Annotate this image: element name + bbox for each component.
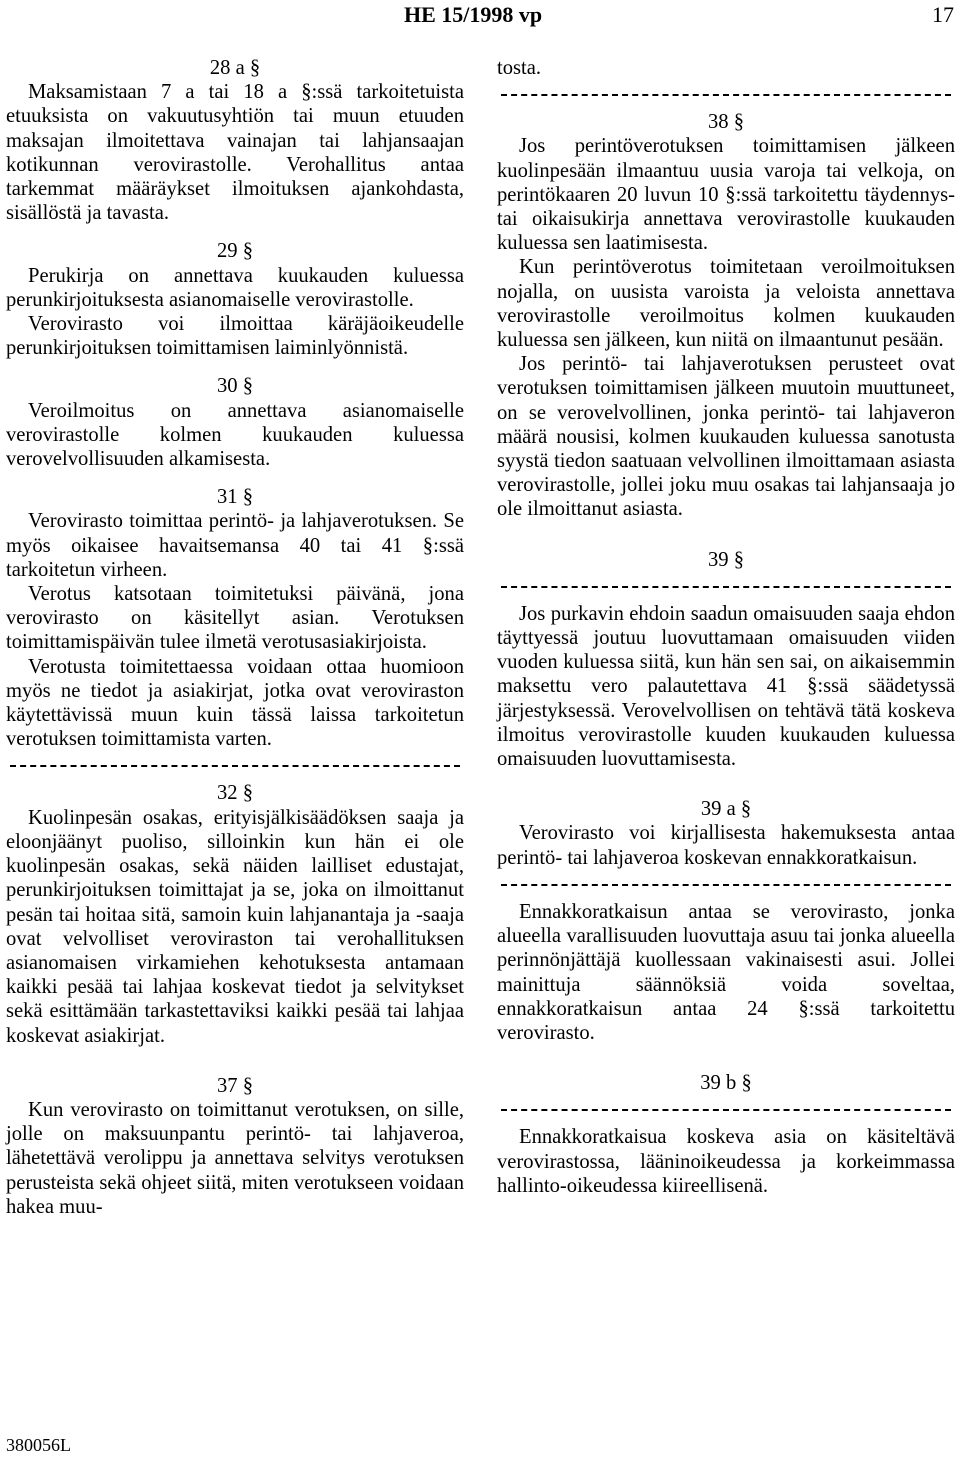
paragraph: Ennakkoratkaisun antaa se verovirasto, jonka alueella varallisuuden luovuttaja asuu tai jonka alueella perinnönjättäjä kuollessaan vakinaisesti asui. Jollei mainittuja säännöksiä voida soveltaa, ennakkoratkaisun antaa 24 §:ssä tarkoitettu verovirasto. [497,900,955,1044]
paragraph: Jos purkavin ehdoin saadun omaisuuden saaja ehdon täyttyessä joutuu luovuttamaan omaisuuden viiden vuoden kuluessa siitä, kun hän sen sai, on aikaisemmin maksettu vero palautettava 41 §:ssä säädetyssä järjestyksessä. Verovelvollisen on tehtävä tätä koskeva ilmoitus verovirastolle kuuden kuukauden kuluessa omaisuuden luovuttamisesta. [497,602,955,771]
section-heading-39b: 39 b § [700,1072,752,1095]
paragraph: Kun verovirasto on toimittanut verotuksen, on sille, jolle on maksuunpantu perintö- tai lahjaveroa, lähetettävä verolippu ja annettava selvitys verotuksen perusteista sekä ohjeet siitä, miten verotukseen voidaan hakea muu- [6,1098,464,1218]
section-heading-31: 31 § [216,486,254,509]
omission-divider [10,765,460,767]
omission-divider [501,1109,951,1111]
section-heading-39: 39 § [707,548,745,571]
paragraph: Jos perintöverotuksen toimittamisen jälkeen kuolinpesään ilmaantuu uusia varoja tai velkoja, on perintökaaren 20 luvun 10 §:ssä tarkoitettu täydennys- tai oikaisukirja annettava verovirastolle kuukauden kuluessa sen laatimisesta. [497,135,955,255]
document-title: HE 15/1998 vp [404,2,543,27]
left-column [6,56,464,1219]
omission-divider [501,586,951,588]
paragraph: Verovirasto voi kirjallisesta hakemuksesta antaa perintö- tai lahjaveroa koskevan ennakkoratkaisun. [497,822,955,869]
paragraph: Jos perintö- tai lahjaverotuksen perusteet ovat verotuksen toimittamisen jälkeen muutoin muuttuneet, on se verovelvollinen, jonka perintö- tai lahjaveron määrä nousisi, kolmen kuukauden kuluessa sanotusta syystä tiedon saatuaan velvollinen ilmoittamaan asiasta verovirastolle, jollei joku muu osakas tai lahjansaaja jo ole ilmoittanut asiasta. [497,353,955,521]
page-header [0,0,960,30]
paragraph: Verovirasto toimittaa perintö- ja lahjaverotuksen. Se myös oikaisee havaitsemansa 40 tai 41 §:ssä tarkoitetun virheen. [6,510,464,581]
section-heading-28a: 28 a § [209,57,261,79]
paragraph: Kuolinpesän osakas, erityisjälkisäädöksen saaja ja eloonjäänyt puoliso, silloinkin kun hän ei ole kuolinpesän osakas, sekä näiden lailliset edustajat, perunkirjoituksen toimittajat ja se, joka on ilmoittanut pesän tai hoitaa sitä, samoin kuin lahjanantaja ja -saaja ovat velvolliset veroviraston tai verohallituksen asianomaisen virkamiehen kehotuksesta antamaan kaikki pesää tai lahjaa koskevat tiedot ja selvitykset sekä esittämään tarkastettaviksi kaikki pesää tai lahjaa koskevat asiakirjat. [6,806,464,1047]
paragraph: Veroilmoitus on annettava asianomaiselle verovirastolle kolmen kuukauden kuluessa verovelvollisuuden alkamisesta. [6,399,464,471]
paragraph: Verotusta toimitettaessa voidaan ottaa huomioon myös ne tiedot ja asiakirjat, jotka ovat veroviraston käytettävissä muun kuin tässä laissa tarkoitetun verotuksen toimittamista varten. [6,655,464,751]
document-code: 380056L [6,1435,71,1455]
paragraph: Maksamistaan 7 a tai 18 a §:ssä tarkoitetuista etuuksista on vakuutusyhtiön tai muun etuuden maksajan ilmoitettava vainajan tai lahjansaajan kotikunnan verovirastolle. Verohallitus antaa tarkemmat määräykset ilmoituksen ajankohdasta, sisällöstä ja tavasta. [6,81,464,225]
right-column [497,56,955,1198]
section-heading-30: 30 § [216,375,254,398]
page-number: 17 [932,2,954,27]
paragraph-continuation: tosta. [497,57,542,79]
paragraph: Verotus katsotaan toimitetuksi päivänä, jona verovirasto on käsitellyt asian. Verotuksen toimittamispäivän tulee ilmetä verotusasiakirjoista. [6,583,464,654]
section-heading-38: 38 § [707,111,745,134]
paragraph: Ennakkoratkaisua koskeva asia on käsiteltävä verovirastossa, lääninoikeudessa ja korkeimmassa hallinto-oikeudessa kiireellisenä. [497,1126,955,1197]
section-heading-32: 32 § [216,782,254,805]
paragraph: Verovirasto voi ilmoittaa käräjäoikeudelle perunkirjoituksen toimittamisen laiminlyönnistä. [6,313,464,360]
omission-divider [501,94,951,96]
section-heading-37: 37 § [216,1074,254,1097]
section-heading-29: 29 § [216,240,254,263]
paragraph: Perukirja on annettava kuukauden kuluessa perunkirjoituksesta asianomaiselle verovirastolle. [6,264,464,311]
paragraph: Kun perintöverotus toimitetaan veroilmoituksen nojalla, on uusista varoista ja veloista annettava verovirastolle veroilmoitus kolmen kuukauden kuluessa sen jälkeen, kun niitä on ilmaantunut pesään. [497,256,955,352]
section-heading-39a: 39 a § [700,798,752,821]
omission-divider [501,884,951,886]
